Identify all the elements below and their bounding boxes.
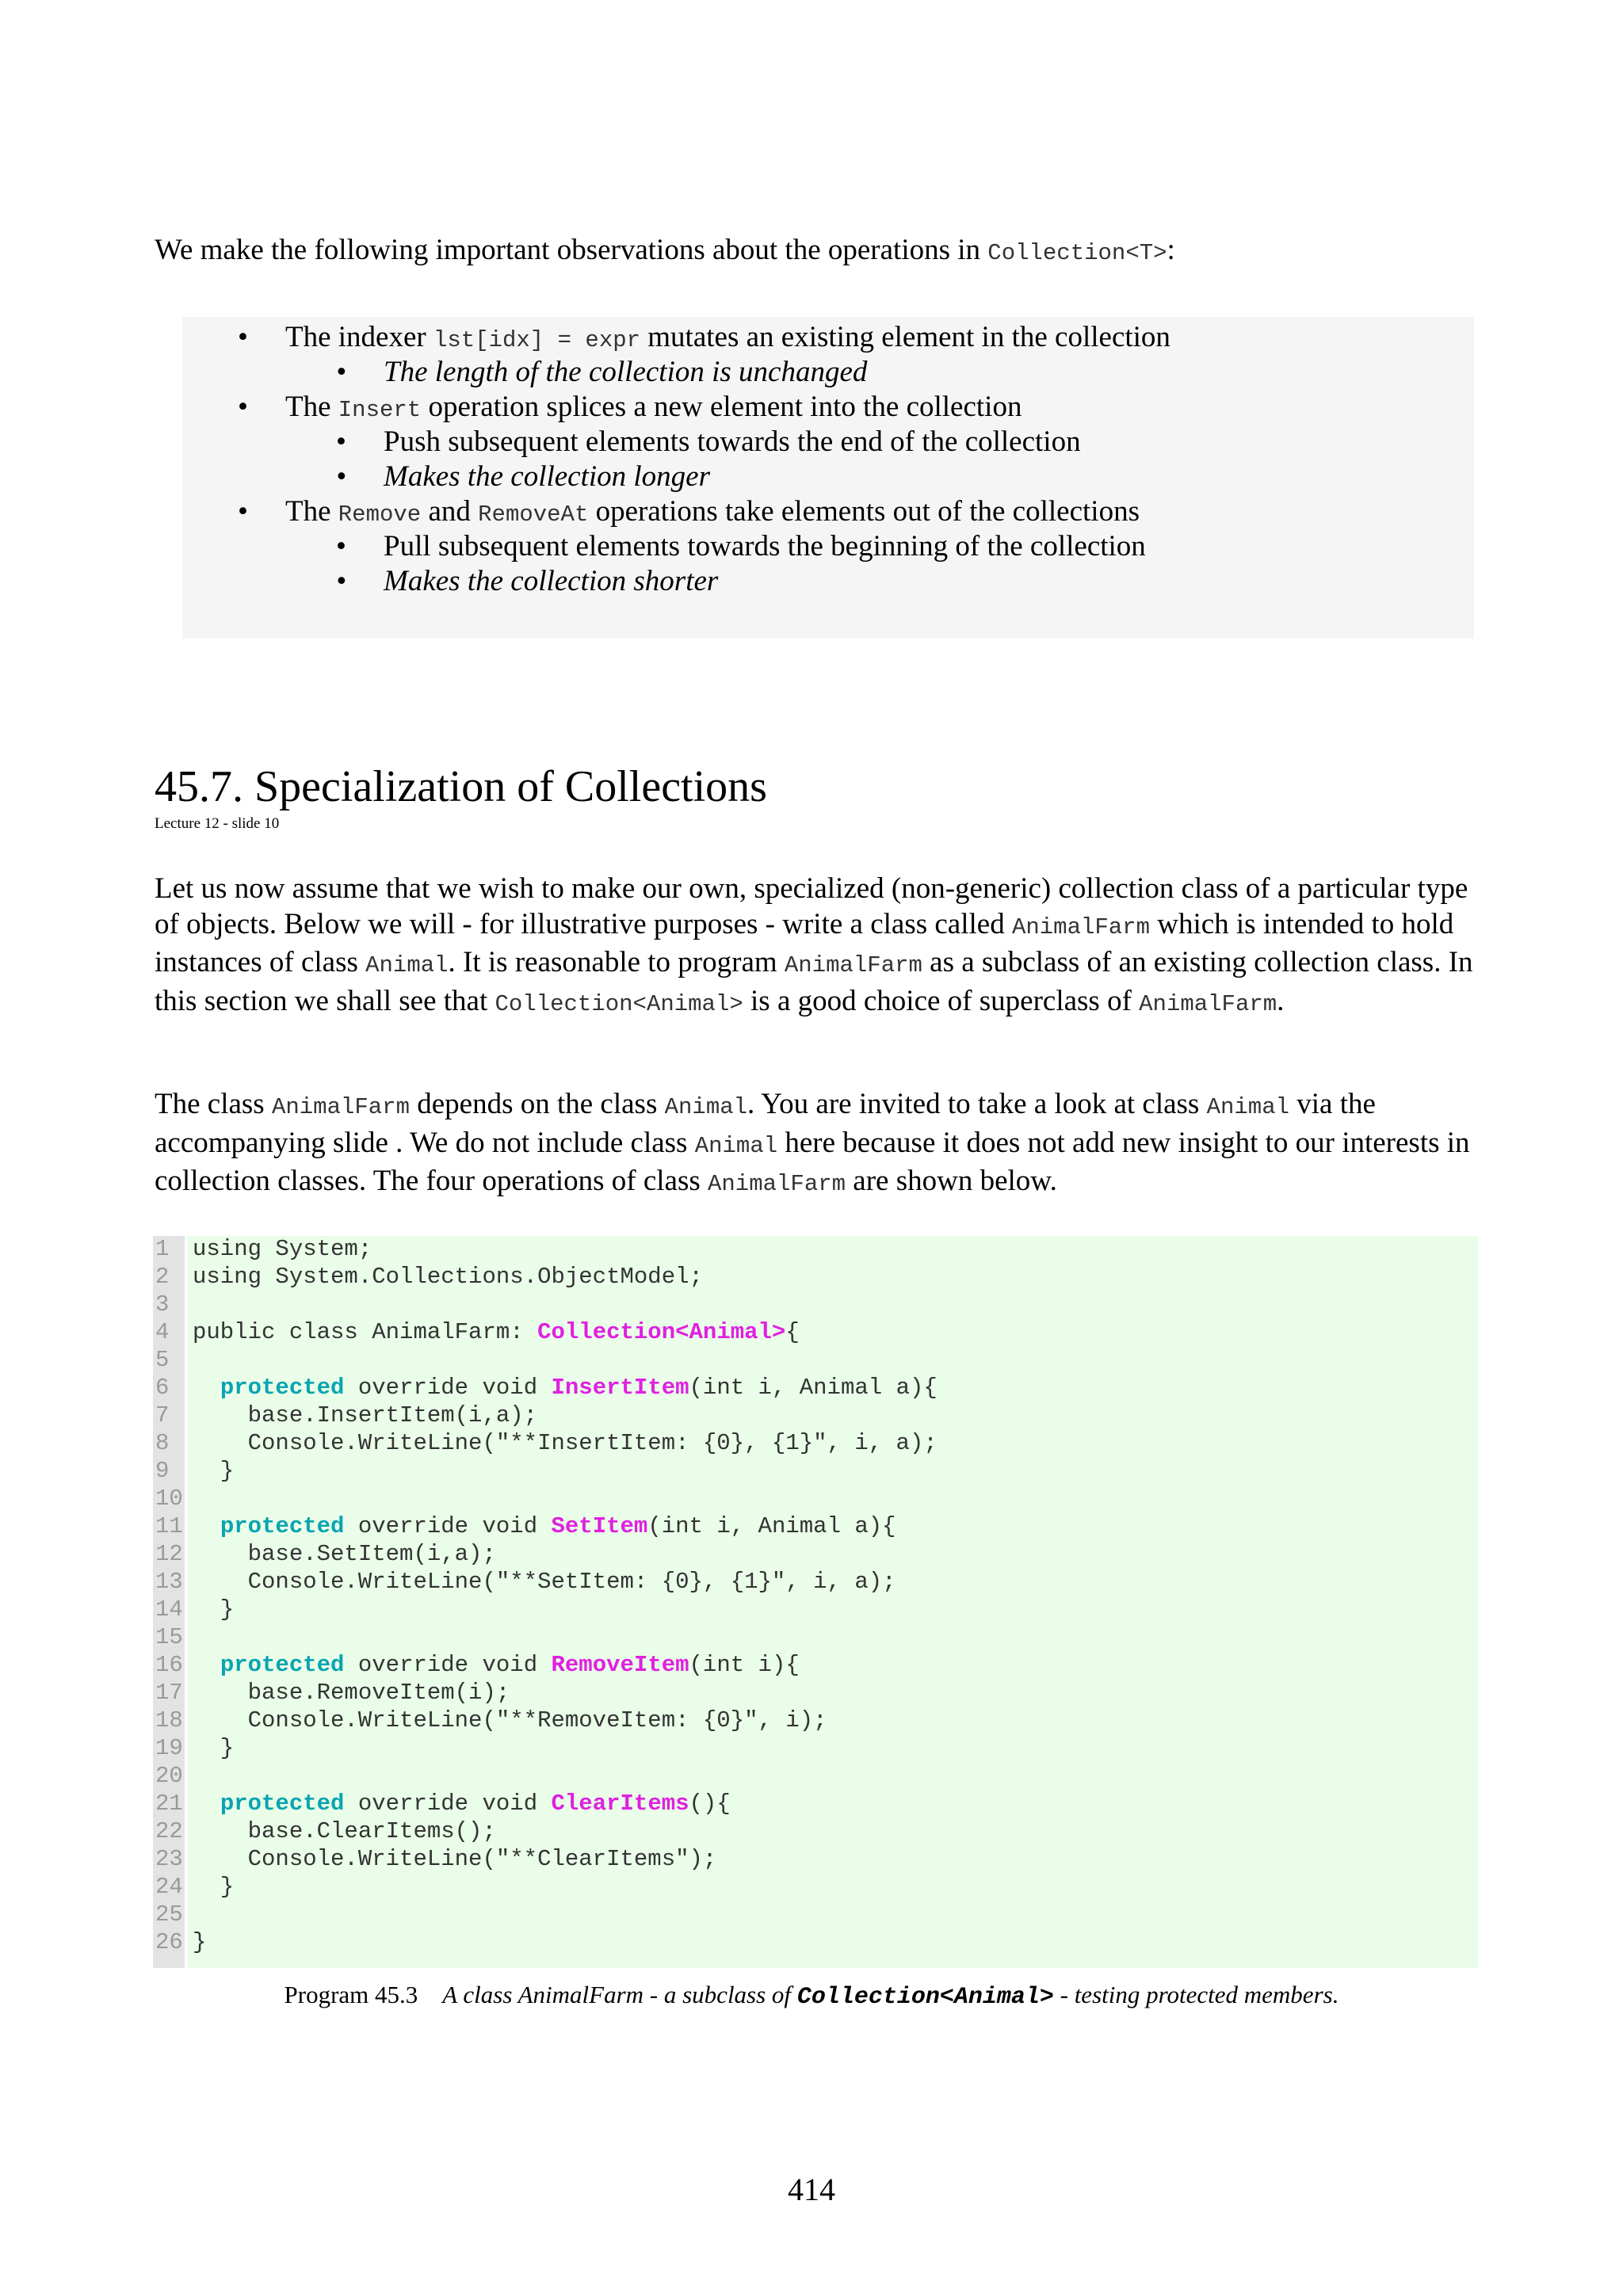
code-line: Console.WriteLine("**InsertItem: {0}, {1}", i, a); <box>193 1430 938 1456</box>
line-number: 12 <box>155 1541 183 1567</box>
intro-text: We make the following important observations about the operations in <box>155 234 988 266</box>
code-line: } <box>193 1929 207 1955</box>
caption-text-end: - testing protected members. <box>1053 1981 1339 2008</box>
section-title: 45.7. Specialization of Collections <box>155 762 767 811</box>
intro-code: Collection<T> <box>987 240 1167 266</box>
code-line: } <box>193 1596 235 1623</box>
line-number: 17 <box>155 1680 183 1706</box>
code-listing <box>153 1236 1478 1968</box>
line-number: 19 <box>155 1735 183 1761</box>
paragraph-animalfarm: The class AnimalFarm depends on the class Animal. You are invited to take a look at class Animal via the accompanying slide . We do not include class Animal here because it does not add new insight to our interests in collection classes. The four operations of class AnimalFarm are shown below. <box>155 1088 1470 1197</box>
code-line: protected override void InsertItem(int i, Animal a){ <box>220 1375 938 1401</box>
code-line: using System.Collections.ObjectModel; <box>193 1264 703 1290</box>
line-number: 20 <box>155 1763 183 1789</box>
code-line: base.RemoveItem(i); <box>193 1680 510 1706</box>
line-number: 8 <box>155 1430 170 1456</box>
caption-label: Program 45.3 <box>284 1981 418 2008</box>
code-line: Console.WriteLine("**ClearItems"); <box>193 1846 717 1872</box>
line-number: 16 <box>155 1652 183 1678</box>
line-number: 1 <box>155 1236 170 1262</box>
line-number: 10 <box>155 1486 183 1512</box>
code-line: public class AnimalFarm: Collection<Animal>{ <box>193 1319 800 1345</box>
obs-sub-shorter: • Makes the collection shorter <box>384 564 718 599</box>
line-number: 24 <box>155 1874 183 1900</box>
obs-sub-push: • Push subsequent elements towards the end of the collection <box>384 425 1081 460</box>
line-number: 21 <box>155 1791 183 1817</box>
program-caption <box>0 1981 1623 2011</box>
line-number: 2 <box>155 1264 170 1290</box>
obs-item-insert: • The Insert operation splices a new element into the collection <box>285 390 1022 428</box>
intro-colon: : <box>1167 234 1175 266</box>
code-line: protected override void RemoveItem(int i){ <box>220 1652 800 1678</box>
code-line: protected override void ClearItems(){ <box>220 1791 731 1817</box>
line-number: 5 <box>155 1347 170 1373</box>
caption-code: Collection<Animal> <box>796 1984 1054 2011</box>
code-line: Console.WriteLine("**RemoveItem: {0}", i); <box>193 1707 827 1733</box>
code-line: using System; <box>193 1236 372 1262</box>
obs-sub-unchanged: • The length of the collection is unchanged <box>384 355 867 390</box>
obs-sub-longer: • Makes the collection longer <box>384 460 710 494</box>
page-number: 414 <box>788 2172 835 2207</box>
code-line: Console.WriteLine("**SetItem: {0}, {1}", i, a); <box>193 1569 896 1595</box>
line-number: 9 <box>155 1458 170 1484</box>
code-line: } <box>193 1874 235 1900</box>
line-number: 26 <box>155 1929 183 1955</box>
code-line: base.InsertItem(i,a); <box>193 1402 538 1428</box>
obs-sub-pull: • Pull subsequent elements towards the beginning of the collection <box>384 529 1146 564</box>
paragraph-specialization: Let us now assume that we wish to make our own, specialized (non-generic) collection class of a particular type of objects. Below we will - for illustrative purposes - write a class called AnimalFarm which is intended to hold instances of class Animal. It is reasonable to program AnimalFarm as a subclass of an existing collection class. In this section we shall see that Collection<Animal> is a good choice of superclass of AnimalFarm. <box>155 872 1473 1017</box>
code-line: } <box>193 1458 235 1484</box>
line-number: 6 <box>155 1375 170 1401</box>
code-line: } <box>193 1735 235 1761</box>
line-number: 13 <box>155 1569 183 1595</box>
section-subtitle: Lecture 12 - slide 10 <box>155 815 280 832</box>
obs-item-remove: • The Remove and RemoveAt operations take elements out of the collections <box>285 494 1140 532</box>
obs-item-indexer: • The indexer lst[idx] = expr mutates an existing element in the collection <box>285 320 1170 358</box>
line-number: 22 <box>155 1818 183 1844</box>
intro-paragraph <box>155 233 1175 272</box>
caption-text: A class AnimalFarm - a subclass of <box>442 1981 797 2008</box>
code-line: base.ClearItems(); <box>193 1818 496 1844</box>
line-number: 4 <box>155 1319 170 1345</box>
line-number: 3 <box>155 1291 170 1318</box>
line-number: 7 <box>155 1402 170 1428</box>
line-number: 14 <box>155 1596 183 1623</box>
code-line: protected override void SetItem(int i, Animal a){ <box>220 1513 896 1539</box>
line-number: 25 <box>155 1901 183 1928</box>
line-number: 23 <box>155 1846 183 1872</box>
line-number: 11 <box>155 1513 183 1539</box>
line-number: 18 <box>155 1707 183 1733</box>
code-line: base.SetItem(i,a); <box>193 1541 496 1567</box>
line-number: 15 <box>155 1624 183 1650</box>
